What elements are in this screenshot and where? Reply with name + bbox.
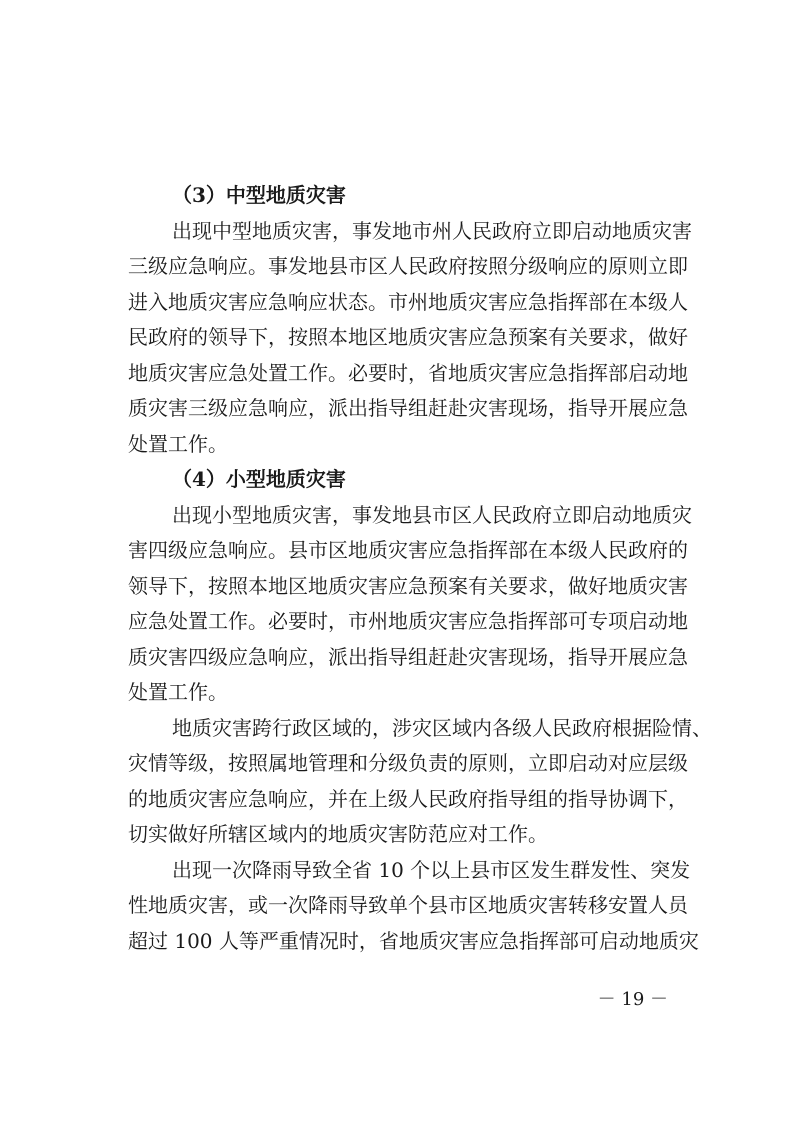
page-number: － 19 － (597, 989, 668, 1010)
text-line: 切实做好所辖区域内的地质灾害防范应对工作。 (128, 822, 548, 846)
text-line: 质灾害三级应急响应，派出指导组赶赴灾害现场，指导开展应急 (128, 396, 688, 420)
heading-medium-disaster: （3）中型地质灾害 (172, 183, 346, 207)
text-line: 害四级应急响应。县市区地质灾害应急指挥部在本级人民政府的 (128, 538, 688, 562)
text-line: 处置工作。 (128, 431, 228, 456)
text-line: 超过 100 人等严重情况时，省地质灾害应急指挥部可启动地质灾 (128, 928, 699, 953)
text-line: 地质灾害应急处置工作。必要时，省地质灾害应急指挥部启动地 (128, 360, 688, 385)
text-line: 的地质灾害应急响应，并在上级人民政府指导组的指导协调下， (128, 786, 688, 811)
text-line: 三级应急响应。事发地县市区人民政府按照分级响应的原则立即 (128, 254, 688, 278)
text-line: 处置工作。 (128, 680, 228, 704)
paragraph-cross-region (128, 711, 712, 853)
text-line: 出现一次降雨导致全省 10 个以上县市区发生群发性、突发 (172, 857, 691, 882)
text-line: 灾情等级，按照属地管理和分级负责的原则，立即启动对应层级 (128, 751, 688, 775)
text-line: 出现小型地质灾害，事发地县市区人民政府立即启动地质灾 (172, 502, 692, 527)
text-line: 领导下，按照本地区地质灾害应急预案有关要求，做好地质灾害 (128, 573, 688, 598)
document-body (128, 178, 712, 959)
text-line: 应急处置工作。必要时，市州地质灾害应急指挥部可专项启动地 (128, 609, 688, 633)
text-line: 出现中型地质灾害，事发地市州人民政府立即启动地质灾害 (172, 218, 692, 243)
paragraph-small-response (128, 498, 692, 711)
text-line: 地质灾害跨行政区域的，涉灾区域内各级人民政府根据险情、 (172, 715, 712, 740)
text-line: 性地质灾害，或一次降雨导致单个县市区地质灾害转移安置人员 (128, 893, 688, 917)
text-line: 进入地质灾害应急响应状态。市州地质灾害应急指挥部在本级人 (128, 289, 688, 314)
heading-small-disaster: （4）小型地质灾害 (172, 467, 346, 491)
text-line: 质灾害四级应急响应，派出指导组赶赴灾害现场，指导开展应急 (128, 644, 688, 669)
paragraph-medium-response (128, 214, 692, 463)
paragraph-severe-situation (128, 853, 699, 960)
text-line: 民政府的领导下，按照本地区地质灾害应急预案有关要求，做好 (128, 325, 688, 349)
